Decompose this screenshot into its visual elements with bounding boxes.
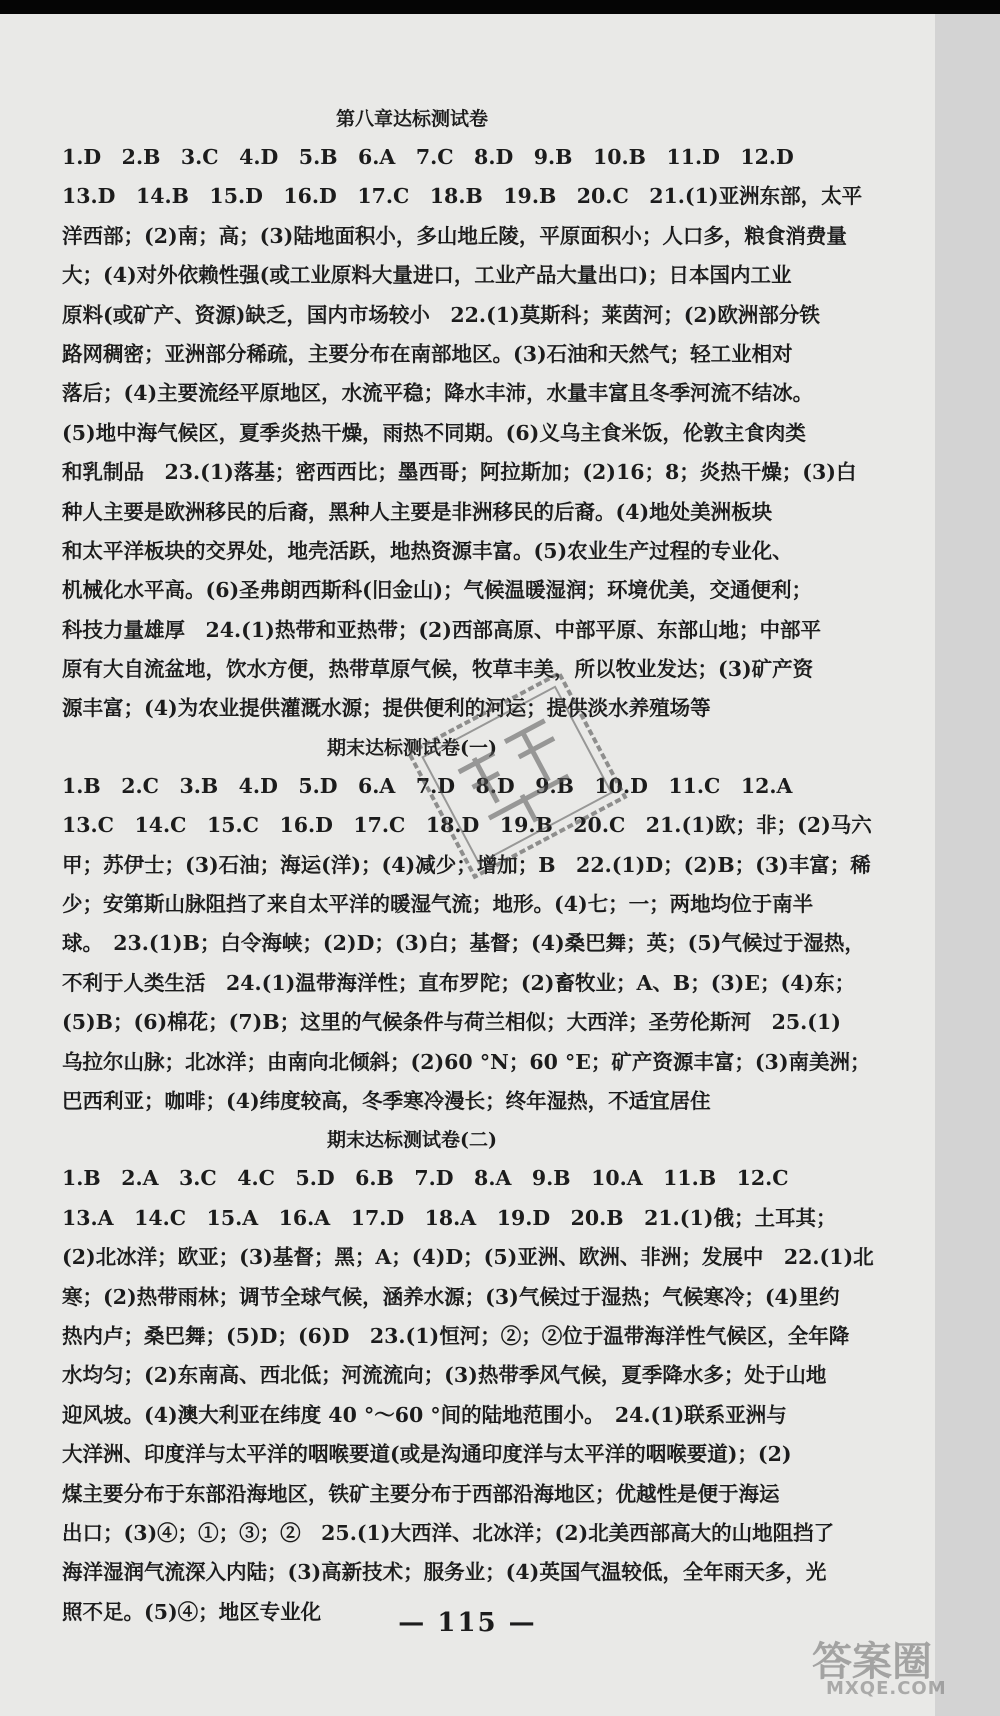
watermark-url: MXQE.COM: [826, 1678, 947, 1699]
answer-line: 少；安第斯山脉阻挡了来自太平洋的暖湿气流；地形。(4)七；一；两地均位于南半: [62, 892, 814, 917]
answer-line: 迎风坡。(4)澳大利亚在纬度 40 °～60 °间的陆地范围小。 24.(1)联系亚洲与: [62, 1402, 787, 1427]
answer-line: 海洋湿润气流深入内陆；(3)高新技术；服务业；(4)英国气温较低，全年雨天多，光: [62, 1560, 827, 1585]
answer-line: 球。 23.(1)B；白令海峡；(2)D；(3)白；基督；(4)桑巴舞；英；(5)气候过于湿热，: [62, 931, 865, 956]
section-chapter8: [62, 100, 863, 729]
answer-line: 甲；苏伊士；(3)石油；海运(洋)；(4)减少；增加；B 22.(1)D；(2)B；(3)丰富；稀: [62, 852, 871, 877]
section-title: 第八章达标测试卷: [335, 108, 488, 130]
answer-line: 乌拉尔山脉；北冰洋；由南向北倾斜；(2)60 °N；60 °E；矿产资源丰富；(3)南美洲；: [62, 1049, 871, 1074]
answer-line: 热内卢；桑巴舞；(5)D；(6)D 23.(1)恒河；②；②位于温带海洋性气候区，全年降: [62, 1323, 850, 1348]
answer-line: 煤主要分布于东部沿海地区，铁矿主要分布于西部沿海地区；优越性是便于海运: [62, 1481, 780, 1506]
answer-line: 洋西部；(2)南；高；(3)陆地面积小，多山地丘陵，平原面积小；人口多，粮食消费量: [62, 223, 847, 248]
answer-line: 机械化水平高。(6)圣弗朗西斯科(旧金山)；气候温暖湿润；环境优美，交通便利；: [62, 578, 813, 603]
answer-line: 13.D 14.B 15.D 16.D 17.C 18.B 19.B 20.C 21.(1)亚洲东部，太平: [62, 184, 863, 209]
page-number: — 115 —: [398, 1608, 537, 1638]
site-watermark: [812, 1630, 947, 1710]
answer-line: 13.A 14.C 15.A 16.A 17.D 18.A 19.D 20.B 21.(1)俄；土耳其；: [62, 1205, 837, 1230]
section-final-2: [62, 1121, 874, 1632]
answer-line: 不利于人类生活 24.(1)温带海洋性；直布罗陀；(2)畜牧业；A、B；(3)E；(4)东；: [62, 970, 856, 995]
section-body: [62, 767, 872, 1122]
answer-line: 落后；(4)主要流经平原地区，水流平稳；降水丰沛，水量丰富且冬季河流不结冰。: [62, 381, 814, 406]
answer-line: 水均匀；(2)东南高、西北低；河流流向；(3)热带季风气候，夏季降水多；处于山地: [62, 1363, 827, 1388]
section-body: [62, 1159, 874, 1632]
answer-line: 出口；(3)④；①；③；② 25.(1)大西洋、北冰洋；(2)北美西部高大的山地阻挡了: [62, 1520, 835, 1545]
answer-content: [62, 100, 874, 1632]
watermark-logo: 答案圈: [812, 1639, 932, 1685]
answer-line: 大洋洲、印度洋与太平洋的咽喉要道(或是沟通印度洋与太平洋的咽喉要道)；(2): [62, 1442, 792, 1467]
answer-line: 和太平洋板块的交界处，地壳活跃，地热资源丰富。(5)农业生产过程的专业化、: [62, 538, 793, 563]
section-title: 期末达标测试卷(一): [327, 736, 497, 759]
answer-line: 科技力量雄厚 24.(1)热带和亚热带；(2)西部高原、中部平原、东部山地；中部平: [62, 617, 821, 642]
answer-line: 巴西利亚；咖啡；(4)纬度较高，冬季寒冷漫长；终年湿热，不适宜居住: [62, 1088, 711, 1113]
section-body: [62, 138, 863, 729]
answer-line: 13.C 14.C 15.C 16.D 17.C 18.D 19.B 20.C 21.(1)欧；非；(2)马六: [62, 813, 872, 838]
answer-line: 路网稠密；亚洲部分稀疏，主要分布在南部地区。(3)石油和天然气；轻工业相对: [62, 341, 793, 366]
answer-line: 寒；(2)热带雨林；调节全球气候，涵养水源；(3)气候过于湿热；气候寒冷；(4)里约: [62, 1284, 840, 1309]
section-title: 期末达标测试卷(二): [327, 1129, 497, 1152]
right-margin: [935, 14, 1000, 1716]
answer-line: 1.D 2.B 3.C 4.D 5.B 6.A 7.C 8.D 9.B 10.B 11.D 12.D: [62, 145, 794, 169]
answer-line: (5)B；(6)棉花；(7)B；这里的气候条件与荷兰相似；大西洋；圣劳伦斯河 25.(1): [62, 1010, 841, 1035]
answer-line: 原有大自流盆地，饮水方便，热带草原气候，牧草丰美，所以牧业发达；(3)矿产资: [62, 657, 814, 682]
answer-line: 和乳制品 23.(1)落基；密西西比；墨西哥；阿拉斯加；(2)16；8；炎热干燥；(3)白: [62, 460, 857, 485]
answer-line: 大；(4)对外依赖性强(或工业原料大量进口，工业产品大量出口)；日本国内工业: [62, 263, 792, 288]
answer-line: 原料(或矿产、资源)缺乏，国内市场较小 22.(1)莫斯科；莱茵河；(2)欧洲部分铁: [62, 302, 820, 327]
answer-line: 照不足。(5)④；地区专业化: [62, 1599, 322, 1624]
answer-line: (5)地中海气候区，夏季炎热干燥，雨热不同期。(6)义乌主食米饭，伦敦主食肉类: [62, 420, 806, 445]
answer-line: 1.B 2.A 3.C 4.C 5.D 6.B 7.D 8.A 9.B 10.A 11.B 12.C: [62, 1166, 789, 1191]
top-border: [0, 0, 1000, 14]
answer-line: 源丰富；(4)为农业提供灌溉水源；提供便利的河运；提供淡水养殖场等: [62, 696, 711, 721]
answer-line: 1.B 2.C 3.B 4.D 5.D 6.A 7.D 8.D 9.B 10.D 11.C 12.A: [62, 773, 793, 798]
answer-line: (2)北冰洋；欧亚；(3)基督；黑；A；(4)D；(5)亚洲、欧洲、非洲；发展中 22.(1)北: [62, 1245, 874, 1270]
answer-line: 种人主要是欧洲移民的后裔，黑种人主要是非洲移民的后裔。(4)地处美洲板块: [62, 499, 773, 524]
